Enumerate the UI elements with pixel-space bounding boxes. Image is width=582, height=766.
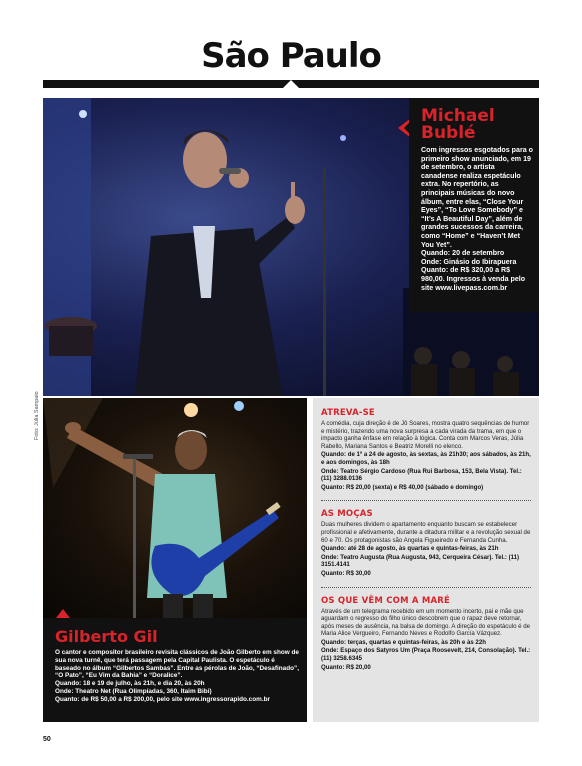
buble-when: Quando: 20 de setembro: [421, 249, 505, 258]
listing-when: Quando: até 28 de agosto, às quartas e quintas-feiras, às 21h: [321, 545, 499, 553]
listings-panel: [313, 398, 539, 722]
listing-title: OS QUE VÊM COM A MARÉ: [321, 595, 451, 606]
listing-price: Quanto: R$ 20,00: [321, 663, 371, 671]
listing-description: Através de um telegrama recebido em um momento incerto, pai e mãe que aguardam o regresso do filho único descobrem que o rapaz deve retornar, após meses de ausência, na balsa de domingo. A direção do espetáculo é de Maria Alice Vergueiro, Fernando Neves e Rodolfo García Vázquez.: [321, 607, 531, 638]
listing-where: Onde: Teatro Augusta (Rua Augusta, 943, Cerqueira César). Tel.: (11) 3151.4141: [321, 553, 520, 569]
gil-when: Quando: 18 e 19 de julho, às 21h, e dia 20, às 20h: [55, 680, 205, 688]
listing-description: Duas mulheres dividem o apartamento enquanto buscam se estabelecer profissional e afetivamente, durante a ditadura militar e a revolução sexual de 60 e 70. Os protagonistas são Angela Figueiredo e Fernanda Cunha.: [321, 521, 531, 544]
listing-as-mocas: [321, 509, 531, 577]
title-notch: [283, 80, 299, 88]
listing-when: Quando: de 1º a 24 de agosto, às sextas, às 21h30; aos sábados, às 21h, e aos domingos, às 18h: [321, 451, 531, 466]
page-title: São Paulo: [201, 36, 381, 76]
buble-info-box: [409, 98, 539, 312]
photo-credit: Foto: Júlia Sampaio: [34, 391, 40, 440]
buble-where: Onde: Ginásio do Ibirapuera: [421, 257, 517, 266]
listing-title: ATREVA-SE: [321, 408, 375, 418]
page-number: 50: [43, 736, 51, 743]
gil-price: Quanto: de R$ 50,00 a R$ 200,00, pelo site www.ingressorapido.com.br: [55, 695, 270, 703]
gil-text: O cantor e compositor brasileiro revisita clássicos de João Gilberto em show de sua nova turnê, que terá passagem pela Capital Paulista. O espetáculo é baseado no álbum “Gilbertos Sambas”. Entre as pérolas de João, “Desafinado”, “O Pato”, “Eu Vim da Bahia” e “Doralice”.: [55, 649, 299, 680]
buble-name: Michael Bublé: [421, 106, 495, 143]
listing-where: Onde: Teatro Sérgio Cardoso (Rua Rui Barbosa, 153, Bela Vista). Tel.: (11) 3288.0136: [321, 467, 522, 483]
buble-text: Com ingressos esgotados para o primeiro show anunciado, em 19 de setembro, o artista canadense realiza espetáculo extra. No repertório, as principais músicas do novo álbum, entre elas, “Close Your Eyes”, “To Love Somebody” e “It’s A Beautiful Day”, além de grandes sucessos da carreira, como “Home” e “Haven’t Met You Yet”.: [421, 146, 533, 249]
listing-atreva-se: [321, 408, 531, 491]
listing-when: Quando: terças, quartas e quintas-feiras, às 20h e às 22h: [321, 638, 486, 646]
listing-where: Onde: Espaço dos Satyros Um (Praça Roosevelt, 214, Consolação). Tel.: (11) 3258.6345: [321, 647, 531, 663]
listing-price: Quanto: R$ 20,00 (sexta) e R$ 40,00 (sábado e domingo): [321, 483, 484, 491]
gil-concert-photo: [43, 398, 307, 618]
buble-price: Quanto: de R$ 320,00 a R$ 980,00. Ingressos à venda pelo site www.livepass.com.br: [421, 266, 526, 292]
listing-description: A comédia, cuja direção é de Jô Soares, mostra quatro sequências de humor e mistério, trazendo uma nova surpresa a cada virada da trama, em que o impacto ganha ênfase em relação à lógica. Conta com Marcos Veras, Júlia Rabello, Mariana Santos e Beatriz Morelli no elenco.: [321, 420, 530, 450]
listing-divider: [321, 500, 531, 501]
gil-name: Gilberto Gil: [55, 627, 158, 646]
listing-title: AS MOÇAS: [321, 509, 373, 520]
listing-divider: [321, 587, 531, 588]
listing-os-que-vem: [321, 596, 531, 672]
gil-where: Onde: Theatro Net (Rua Olimpíadas, 360, Itaim Bibi): [55, 687, 212, 695]
listing-price: Quanto: R$ 30,00: [321, 569, 371, 577]
gil-info-box: [43, 618, 307, 722]
